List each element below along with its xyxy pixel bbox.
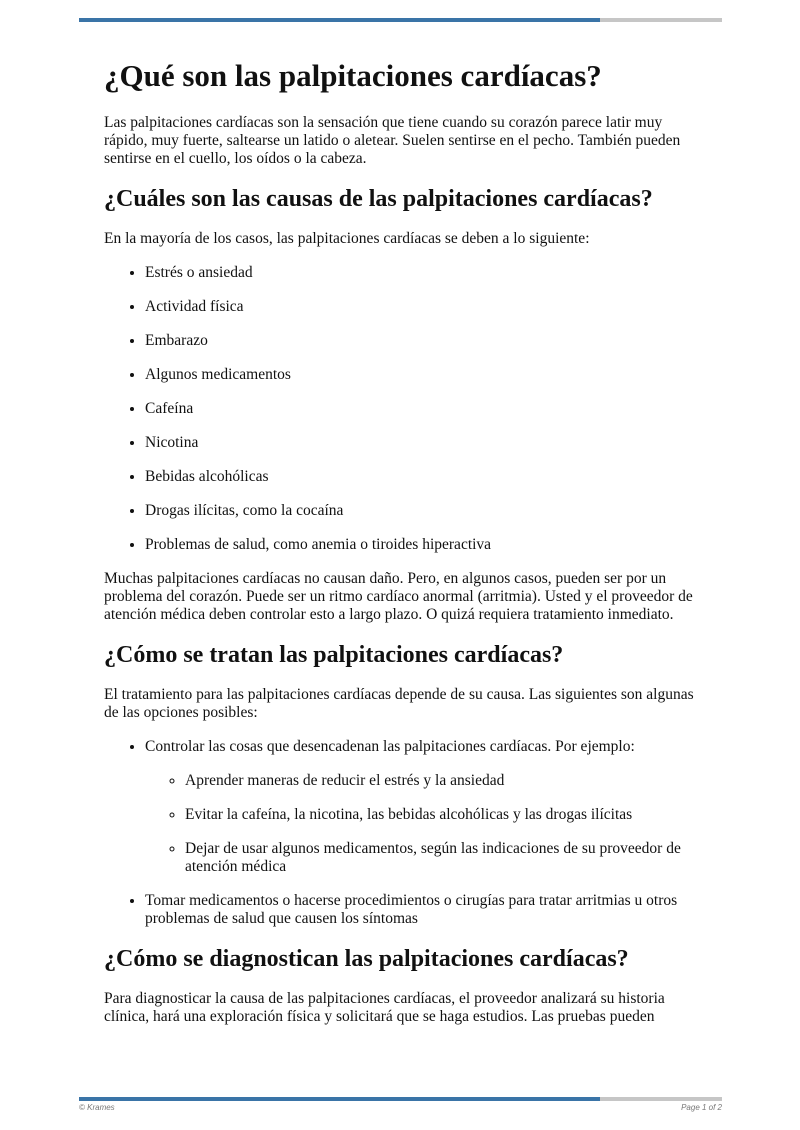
list-item: • Bebidas alcohólicas: [145, 468, 704, 486]
top-progress-bar: [79, 18, 722, 22]
list-item: ◦ Evitar la cafeína, la nicotina, las bebidas alcohólicas y las drogas ilícitas: [185, 806, 704, 824]
treatment-list: [104, 738, 704, 928]
list-item: ◦ Dejar de usar algunos medicamentos, según las indicaciones de su proveedor de atención médica: [185, 840, 704, 876]
list-item: • Drogas ilícitas, como la cocaína: [145, 502, 704, 520]
treatment-item-1: Controlar las cosas que desencadenan las palpitaciones cardíacas. Por ejemplo:: [145, 738, 635, 755]
list-item: • Embarazo: [145, 332, 704, 350]
diagnosis-heading: ¿Cómo se diagnostican las palpitaciones cardíacas?: [104, 946, 629, 972]
page-title: ¿Qué son las palpitaciones cardíacas?: [104, 58, 602, 93]
causes-list: [104, 264, 704, 554]
footer-copyright: © Krames: [79, 1103, 115, 1112]
treatment-heading: ¿Cómo se tratan las palpitaciones cardíacas?: [104, 642, 564, 668]
bottom-progress-bar: [79, 1097, 722, 1101]
list-item: ◦ Aprender maneras de reducir el estrés y la ansiedad: [185, 772, 704, 790]
list-item: • Estrés o ansiedad: [145, 264, 704, 282]
causes-closing: Muchas palpitaciones cardíacas no causan daño. Pero, en algunos casos, pueden ser por un problema del corazón. Puede ser un ritmo cardíaco anormal (arritmia). Usted y el proveedor de atención médica deben controlar esto a largo plazo. O quizá requiera tratamiento inmediato.: [104, 570, 693, 623]
diagnosis-paragraph: Para diagnosticar la causa de las palpitaciones cardíacas, el proveedor analizará su historia clínica, hará una exploración física y solicitará que se haga estudios. Las pruebas pueden: [104, 990, 665, 1025]
bottom-progress-fill: [79, 1097, 600, 1101]
list-item: [145, 738, 704, 876]
intro-paragraph: Las palpitaciones cardíacas son la sensación que tiene cuando su corazón parece latir muy rápido, muy fuerte, saltearse un latido o aletear. Suelen sentirse en el pecho. También pueden sentirse en el cuello, los oídos o la cabeza.: [104, 114, 681, 167]
list-item: • Algunos medicamentos: [145, 366, 704, 384]
causes-lead: En la mayoría de los casos, las palpitaciones cardíacas se deben a lo siguiente:: [104, 230, 590, 247]
article-content: [104, 56, 704, 1042]
list-item: • Actividad física: [145, 298, 704, 316]
list-item: • Nicotina: [145, 434, 704, 452]
footer-page-number: Page 1 of 2: [681, 1103, 722, 1112]
list-item: • Tomar medicamentos o hacerse procedimientos o cirugías para tratar arritmias u otros problemas de salud que causen los síntomas: [145, 892, 704, 928]
treatment-sublist: [145, 772, 704, 876]
list-item: • Cafeína: [145, 400, 704, 418]
list-item: • Problemas de salud, como anemia o tiroides hiperactiva: [145, 536, 704, 554]
causes-heading: ¿Cuáles son las causas de las palpitaciones cardíacas?: [104, 186, 653, 212]
top-progress-fill: [79, 18, 600, 22]
treatment-lead: El tratamiento para las palpitaciones cardíacas depende de su causa. Las siguientes son algunas de las opciones posibles:: [104, 686, 694, 721]
